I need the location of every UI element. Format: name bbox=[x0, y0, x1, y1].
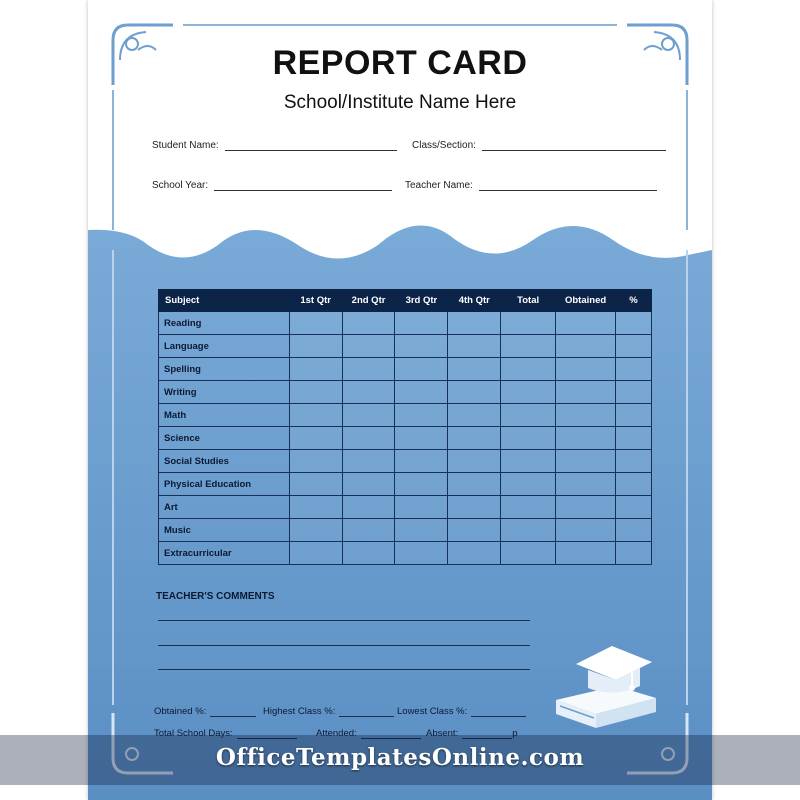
school-year-field[interactable] bbox=[152, 180, 392, 191]
student-name-label: Student Name: bbox=[152, 140, 219, 151]
grade-cell[interactable] bbox=[556, 519, 616, 542]
grade-cell[interactable] bbox=[501, 450, 556, 473]
lowest-class-label: Lowest Class %: bbox=[397, 706, 468, 717]
table-row bbox=[159, 381, 652, 404]
absent-suffix: p bbox=[512, 728, 518, 739]
student-name-field[interactable] bbox=[152, 140, 397, 151]
grade-cell[interactable] bbox=[501, 427, 556, 450]
obtained-percent-label: Obtained %: bbox=[154, 706, 207, 717]
grade-cell[interactable] bbox=[616, 381, 652, 404]
graduation-cap-icon bbox=[546, 628, 666, 738]
student-name-line[interactable] bbox=[225, 140, 397, 151]
grade-cell[interactable] bbox=[556, 335, 616, 358]
grade-cell[interactable] bbox=[616, 542, 652, 565]
subject-cell: Extracurricular bbox=[159, 542, 290, 565]
table-row bbox=[159, 496, 652, 519]
grade-cell[interactable] bbox=[501, 519, 556, 542]
grade-cell[interactable] bbox=[556, 312, 616, 335]
grade-cell[interactable] bbox=[616, 358, 652, 381]
subject-cell: Spelling bbox=[159, 358, 290, 381]
class-section-field[interactable] bbox=[412, 140, 666, 151]
grade-cell[interactable] bbox=[501, 473, 556, 496]
grade-cell[interactable] bbox=[448, 358, 501, 381]
grade-cell[interactable] bbox=[448, 496, 501, 519]
grade-cell[interactable] bbox=[448, 542, 501, 565]
grade-cell[interactable] bbox=[556, 542, 616, 565]
absent-label: Absent: bbox=[426, 728, 459, 739]
table-row bbox=[159, 358, 652, 381]
grade-cell[interactable] bbox=[289, 312, 342, 335]
grade-cell[interactable] bbox=[501, 358, 556, 381]
table-row bbox=[159, 473, 652, 496]
column-header: Total bbox=[501, 290, 556, 312]
table-row bbox=[159, 542, 652, 565]
left-border-lower bbox=[112, 250, 114, 705]
grade-cell[interactable] bbox=[448, 473, 501, 496]
watermark-text: OfficeTemplatesOnline.com bbox=[215, 744, 585, 771]
grade-cell[interactable] bbox=[556, 450, 616, 473]
grade-cell[interactable] bbox=[342, 312, 395, 335]
highest-class-label: Highest Class %: bbox=[263, 706, 336, 717]
subject-cell: Math bbox=[159, 404, 290, 427]
subject-cell: Language bbox=[159, 335, 290, 358]
grade-cell[interactable] bbox=[501, 404, 556, 427]
table-row bbox=[159, 450, 652, 473]
grade-cell[interactable] bbox=[395, 542, 448, 565]
teacher-name-line[interactable] bbox=[479, 180, 657, 191]
grade-cell[interactable] bbox=[501, 335, 556, 358]
grade-cell[interactable] bbox=[342, 519, 395, 542]
grade-cell[interactable] bbox=[342, 335, 395, 358]
subject-cell: Reading bbox=[159, 312, 290, 335]
highest-class-line[interactable] bbox=[339, 707, 394, 717]
grade-cell[interactable] bbox=[556, 496, 616, 519]
report-card-page bbox=[88, 0, 712, 800]
grade-cell[interactable] bbox=[616, 404, 652, 427]
subject-cell: Writing bbox=[159, 381, 290, 404]
grade-cell[interactable] bbox=[342, 473, 395, 496]
table-row bbox=[159, 519, 652, 542]
subject-cell: Art bbox=[159, 496, 290, 519]
school-year-line[interactable] bbox=[214, 180, 392, 191]
grade-cell[interactable] bbox=[342, 381, 395, 404]
grade-cell[interactable] bbox=[342, 542, 395, 565]
top-border bbox=[183, 24, 617, 26]
grade-cell[interactable] bbox=[556, 404, 616, 427]
grade-cell[interactable] bbox=[395, 473, 448, 496]
grade-cell[interactable] bbox=[395, 358, 448, 381]
column-header: Subject bbox=[159, 290, 290, 312]
column-header: 3rd Qtr bbox=[395, 290, 448, 312]
grade-cell[interactable] bbox=[501, 496, 556, 519]
comment-line[interactable] bbox=[158, 620, 530, 621]
grade-cell[interactable] bbox=[289, 381, 342, 404]
lowest-class-line[interactable] bbox=[471, 707, 526, 717]
grade-cell[interactable] bbox=[289, 427, 342, 450]
teachers-comments-label: TEACHER'S COMMENTS bbox=[156, 591, 275, 602]
table-row bbox=[159, 312, 652, 335]
total-days-label: Total School Days: bbox=[154, 728, 233, 739]
column-header: 4th Qtr bbox=[448, 290, 501, 312]
grade-cell[interactable] bbox=[501, 381, 556, 404]
grade-cell[interactable] bbox=[395, 312, 448, 335]
school-year-label: School Year: bbox=[152, 180, 209, 191]
grade-cell[interactable] bbox=[395, 404, 448, 427]
grade-cell[interactable] bbox=[289, 404, 342, 427]
grade-cell[interactable] bbox=[556, 473, 616, 496]
grade-cell[interactable] bbox=[616, 312, 652, 335]
grade-cell[interactable] bbox=[342, 427, 395, 450]
right-border-lower bbox=[686, 250, 688, 705]
grade-cell[interactable] bbox=[448, 519, 501, 542]
teacher-name-label: Teacher Name: bbox=[405, 180, 473, 191]
table-row bbox=[159, 335, 652, 358]
grade-cell[interactable] bbox=[448, 381, 501, 404]
grade-cell[interactable] bbox=[448, 404, 501, 427]
grade-cell[interactable] bbox=[289, 473, 342, 496]
grade-cell[interactable] bbox=[395, 427, 448, 450]
grade-cell[interactable] bbox=[616, 450, 652, 473]
grade-cell[interactable] bbox=[556, 427, 616, 450]
grade-cell[interactable] bbox=[556, 381, 616, 404]
column-header: 1st Qtr bbox=[289, 290, 342, 312]
grade-cell[interactable] bbox=[448, 312, 501, 335]
grade-cell[interactable] bbox=[448, 335, 501, 358]
grade-cell[interactable] bbox=[616, 427, 652, 450]
column-header: % bbox=[616, 290, 652, 312]
grade-cell[interactable] bbox=[395, 335, 448, 358]
page-title: REPORT CARD bbox=[272, 44, 528, 82]
table-row bbox=[159, 404, 652, 427]
grade-cell[interactable] bbox=[342, 358, 395, 381]
school-name: School/Institute Name Here bbox=[283, 92, 517, 113]
grade-cell[interactable] bbox=[501, 312, 556, 335]
comment-line[interactable] bbox=[158, 669, 530, 670]
grade-cell[interactable] bbox=[616, 496, 652, 519]
table-header-row bbox=[159, 290, 652, 312]
grade-cell[interactable] bbox=[342, 450, 395, 473]
highest-class-field[interactable] bbox=[263, 706, 394, 717]
grade-cell[interactable] bbox=[342, 404, 395, 427]
grade-cell[interactable] bbox=[395, 450, 448, 473]
obtained-percent-line[interactable] bbox=[210, 707, 256, 717]
grade-cell[interactable] bbox=[289, 542, 342, 565]
teacher-name-field[interactable] bbox=[405, 180, 657, 191]
grade-cell[interactable] bbox=[448, 450, 501, 473]
grade-cell[interactable] bbox=[289, 335, 342, 358]
subject-cell: Music bbox=[159, 519, 290, 542]
table-row bbox=[159, 427, 652, 450]
grade-cell[interactable] bbox=[395, 381, 448, 404]
grades-table bbox=[158, 289, 652, 565]
lowest-class-field[interactable] bbox=[397, 706, 526, 717]
grade-cell[interactable] bbox=[289, 358, 342, 381]
column-header: 2nd Qtr bbox=[342, 290, 395, 312]
grade-cell[interactable] bbox=[395, 496, 448, 519]
subject-cell: Science bbox=[159, 427, 290, 450]
grade-cell[interactable] bbox=[501, 542, 556, 565]
grade-cell[interactable] bbox=[289, 519, 342, 542]
grade-cell[interactable] bbox=[616, 519, 652, 542]
attended-label: Attended: bbox=[316, 728, 357, 739]
grade-cell[interactable] bbox=[395, 519, 448, 542]
subject-cell: Physical Education bbox=[159, 473, 290, 496]
subject-cell: Social Studies bbox=[159, 450, 290, 473]
column-header: Obtained bbox=[556, 290, 616, 312]
grade-cell[interactable] bbox=[342, 496, 395, 519]
grade-cell[interactable] bbox=[289, 450, 342, 473]
comment-line[interactable] bbox=[158, 645, 530, 646]
class-section-line[interactable] bbox=[482, 140, 666, 151]
grade-cell[interactable] bbox=[289, 496, 342, 519]
class-section-label: Class/Section: bbox=[412, 140, 476, 151]
grade-cell[interactable] bbox=[448, 427, 501, 450]
grade-cell[interactable] bbox=[616, 335, 652, 358]
obtained-percent-field[interactable] bbox=[154, 706, 256, 717]
grade-cell[interactable] bbox=[556, 358, 616, 381]
grade-cell[interactable] bbox=[616, 473, 652, 496]
